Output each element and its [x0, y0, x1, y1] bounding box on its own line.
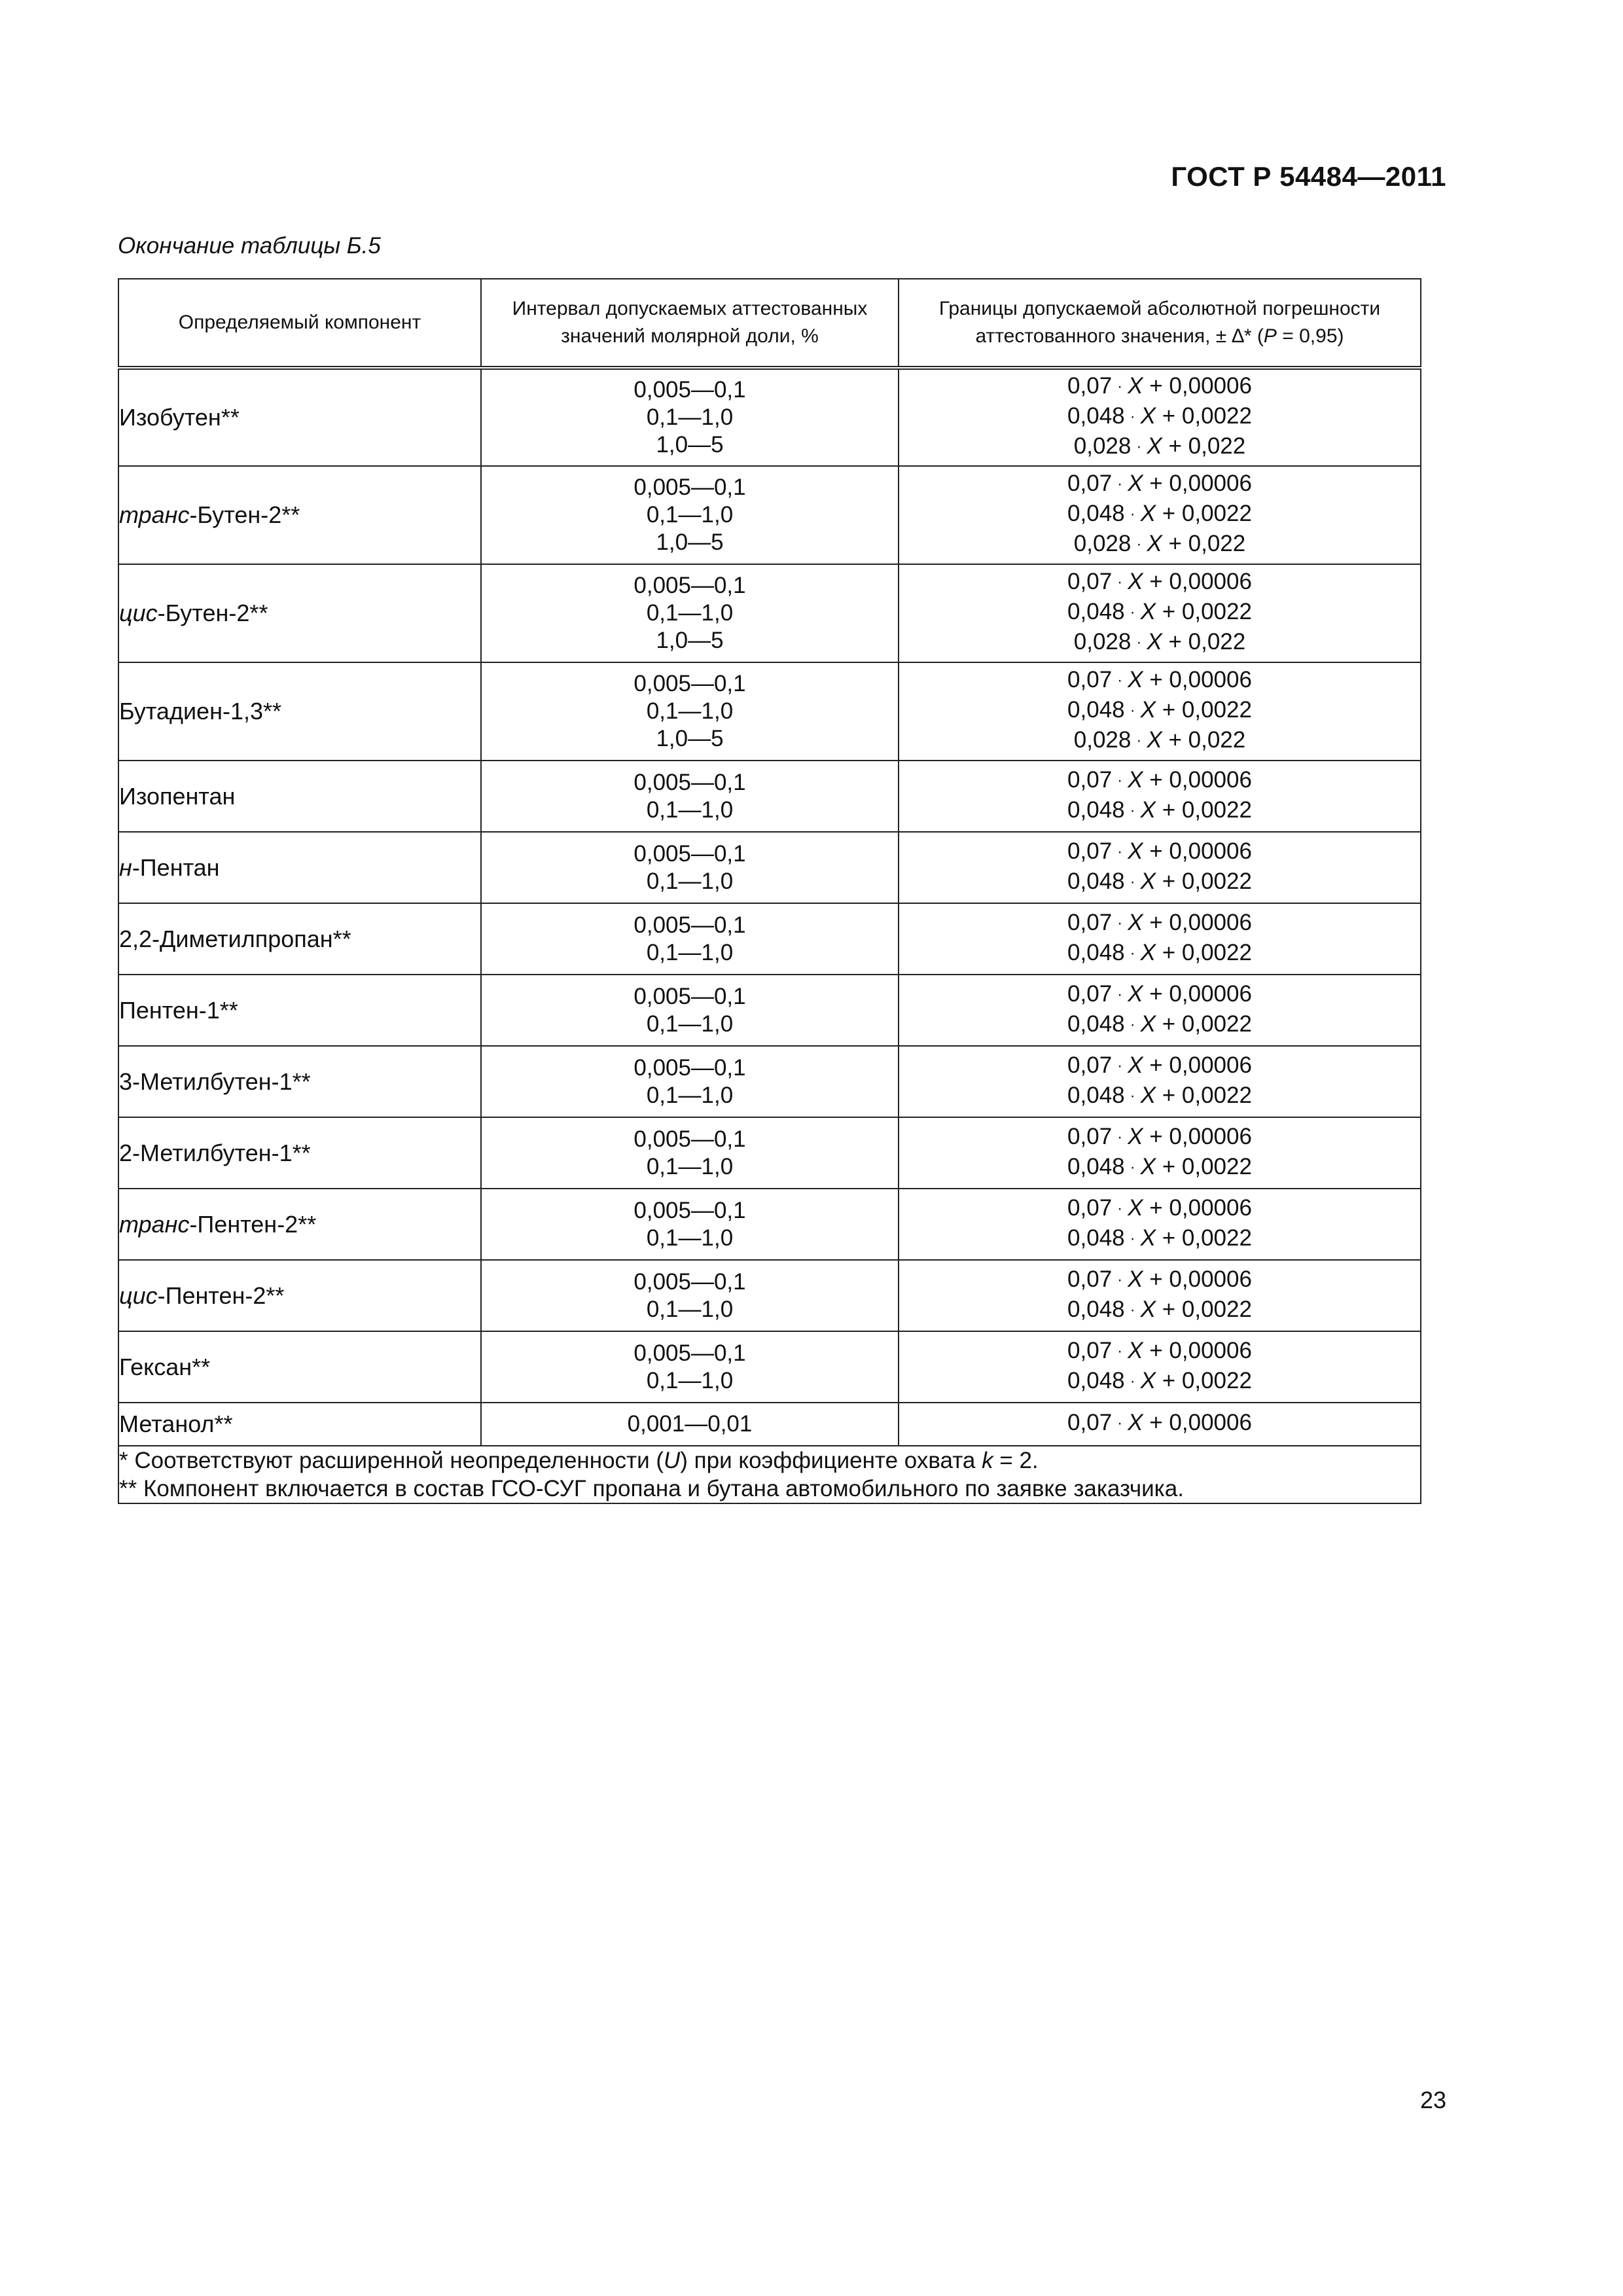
error-formula	[899, 868, 1420, 898]
formula-addend: + 0,00006	[1149, 1123, 1252, 1149]
error-cell	[899, 368, 1421, 466]
formula-variable: X	[1140, 697, 1156, 723]
component-prefix: транс	[119, 501, 190, 528]
table-row	[118, 1331, 1421, 1403]
range-cell	[481, 1189, 899, 1260]
table-row	[118, 1260, 1421, 1331]
error-formula	[899, 1153, 1420, 1183]
formula-addend: + 0,0022	[1162, 1296, 1252, 1322]
error-cell	[899, 1403, 1421, 1446]
component-prefix: цис	[119, 1282, 158, 1309]
formula-variable: X	[1128, 1123, 1143, 1149]
formula-addend: + 0,00006	[1149, 667, 1252, 692]
formula-variable: X	[1140, 403, 1156, 429]
formula-coefficient: 0,07	[1067, 1266, 1113, 1292]
component-name: 2,2-Диметилпропан**	[119, 925, 351, 952]
formula-addend: + 0,00006	[1149, 838, 1252, 864]
error-formula	[899, 980, 1420, 1011]
formula-variable: X	[1147, 433, 1162, 459]
formula-addend: + 0,022	[1168, 433, 1246, 459]
header-error	[899, 279, 1421, 368]
multiply-sign: ·	[1117, 475, 1123, 493]
multiply-sign: ·	[1130, 1086, 1135, 1105]
formula-coefficient: 0,07	[1067, 1052, 1113, 1078]
formula-coefficient: 0,048	[1067, 1011, 1125, 1037]
component-prefix: н	[119, 853, 132, 881]
formula-coefficient: 0,048	[1067, 403, 1125, 429]
formula-addend: + 0,00006	[1149, 569, 1252, 594]
error-formula	[899, 939, 1420, 969]
formula-coefficient: 0,07	[1067, 1194, 1113, 1221]
standard-number: ГОСТ Р 54484—2011	[1171, 161, 1446, 192]
formula-variable: X	[1140, 1225, 1156, 1251]
formula-variable: X	[1140, 1367, 1156, 1393]
formula-variable: X	[1140, 501, 1156, 526]
table-header-row	[118, 279, 1421, 368]
range-cell	[481, 564, 899, 662]
formula-addend: + 0,00006	[1149, 980, 1252, 1007]
range-value: 0,1—1,0	[646, 939, 734, 965]
formula-coefficient: 0,07	[1067, 569, 1113, 594]
formula-variable: X	[1128, 1337, 1143, 1363]
formula-coefficient: 0,048	[1067, 1367, 1125, 1393]
table-row	[118, 368, 1421, 466]
range-cell	[481, 1331, 899, 1403]
formula-addend: + 0,0022	[1162, 1082, 1252, 1108]
range-value: 0,005—0,1	[633, 573, 746, 598]
formula-variable: X	[1128, 569, 1143, 594]
formula-addend: + 0,0022	[1162, 797, 1252, 823]
multiply-sign: ·	[1117, 1128, 1123, 1146]
component-name-cell	[118, 1260, 481, 1331]
formula-addend: + 0,00006	[1149, 1266, 1252, 1292]
header-range	[481, 279, 899, 368]
multiply-sign: ·	[1130, 408, 1135, 425]
formula-variable: X	[1128, 373, 1143, 399]
error-cell	[899, 1331, 1421, 1403]
range-cell	[481, 761, 899, 832]
component-name: 3-Метилбутен-1**	[119, 1067, 311, 1095]
component-name: Бутадиен-1,3**	[119, 698, 282, 725]
formula-addend: + 0,0022	[1162, 697, 1252, 723]
error-cell	[899, 761, 1421, 832]
range-value: 0,005—0,1	[633, 377, 746, 403]
formula-coefficient: 0,07	[1067, 1123, 1113, 1149]
formula-addend: + 0,0022	[1162, 403, 1252, 429]
error-formula	[899, 1123, 1420, 1153]
formula-variable: X	[1128, 1410, 1143, 1435]
component-name: Изобутен**	[119, 404, 240, 431]
error-formula	[899, 1266, 1420, 1296]
formula-coefficient: 0,048	[1067, 939, 1125, 965]
error-formula	[899, 666, 1420, 696]
formula-coefficient: 0,07	[1067, 766, 1113, 793]
range-value: 0,005—0,1	[633, 1054, 746, 1081]
formula-coefficient: 0,07	[1067, 909, 1113, 935]
range-value: 0,1—1,0	[646, 1011, 734, 1037]
multiply-sign: ·	[1136, 438, 1142, 456]
error-cell	[899, 832, 1421, 903]
formula-addend: + 0,00006	[1149, 766, 1252, 793]
range-value: 0,005—0,1	[633, 475, 746, 500]
range-value: 0,005—0,1	[633, 671, 746, 696]
range-value: 0,001—0,01	[627, 1411, 753, 1437]
formula-variable: X	[1140, 868, 1156, 894]
formula-variable: X	[1128, 1266, 1143, 1292]
formula-variable: X	[1128, 471, 1143, 496]
footnote-row	[118, 1446, 1421, 1503]
multiply-sign: ·	[1117, 573, 1123, 591]
formula-variable: X	[1147, 531, 1162, 556]
multiply-sign: ·	[1117, 1342, 1123, 1360]
range-cell	[481, 466, 899, 564]
formula-variable: X	[1140, 1082, 1156, 1108]
component-name: 2-Метилбутен-1**	[119, 1139, 311, 1166]
table-row	[118, 832, 1421, 903]
multiply-sign: ·	[1130, 801, 1135, 819]
table-caption: Окончание таблицы Б.5	[118, 233, 381, 259]
component-prefix: транс	[119, 1210, 190, 1238]
error-formula	[899, 628, 1420, 658]
header-range-line2: значений молярной доли, %	[561, 325, 819, 347]
multiply-sign: ·	[1117, 985, 1123, 1003]
range-value: 0,1—1,0	[646, 600, 734, 626]
table-row	[118, 1403, 1421, 1446]
component-name: -Бутен-2**	[157, 600, 268, 626]
header-error-line1: Границы допускаемой абсолютной погрешности	[938, 298, 1381, 319]
error-cell	[899, 1117, 1421, 1189]
range-cell	[481, 1260, 899, 1331]
formula-coefficient: 0,048	[1067, 1082, 1125, 1108]
range-value: 0,005—0,1	[633, 1197, 746, 1223]
formula-coefficient: 0,07	[1067, 1337, 1113, 1363]
error-cell	[899, 975, 1421, 1046]
error-formula	[899, 530, 1420, 560]
range-value: 0,1—1,0	[646, 1153, 734, 1179]
formula-variable: X	[1128, 1052, 1143, 1078]
range-cell	[481, 1403, 899, 1446]
formula-coefficient: 0,07	[1067, 667, 1113, 692]
error-formula	[899, 696, 1420, 726]
range-value: 0,1—1,0	[646, 1296, 734, 1322]
range-value: 0,1—1,0	[646, 404, 734, 430]
range-value: 0,005—0,1	[633, 769, 746, 795]
header-component: Определяемый компонент	[118, 279, 481, 368]
formula-coefficient: 0,07	[1067, 838, 1113, 864]
component-name-cell	[118, 1046, 481, 1117]
formula-coefficient: 0,048	[1067, 1225, 1125, 1251]
multiply-sign: ·	[1117, 1414, 1123, 1432]
formula-coefficient: 0,048	[1067, 1153, 1125, 1179]
formula-coefficient: 0,07	[1067, 1410, 1113, 1435]
formula-addend: + 0,022	[1168, 727, 1246, 753]
error-cell	[899, 1046, 1421, 1117]
formula-variable: X	[1147, 727, 1162, 753]
error-formula	[899, 726, 1420, 757]
range-value: 0,005—0,1	[633, 1126, 746, 1152]
component-name-cell	[118, 368, 481, 466]
formula-coefficient: 0,07	[1067, 373, 1113, 399]
footnote-2: ** Компонент включается в состав ГСО-СУГ пропана и бутана автомобильного по заявке заказчика.	[119, 1476, 1184, 1501]
formula-coefficient: 0,07	[1067, 980, 1113, 1007]
range-cell	[481, 832, 899, 903]
footnote-1: * Соответствуют расширенной неопределенности (U) при коэффициенте охвата k = 2.	[119, 1448, 1039, 1473]
range-value: 1,0—5	[656, 726, 724, 751]
multiply-sign: ·	[1130, 944, 1135, 962]
range-value: 0,1—1,0	[646, 797, 734, 823]
error-cell	[899, 564, 1421, 662]
page-number: 23	[1419, 2087, 1446, 2113]
table-row	[118, 1189, 1421, 1260]
range-value: 0,1—1,0	[646, 698, 734, 724]
component-name-cell	[118, 1117, 481, 1189]
formula-addend: + 0,00006	[1149, 1410, 1252, 1435]
range-cell	[481, 368, 899, 466]
error-formula	[899, 1337, 1420, 1367]
multiply-sign: ·	[1117, 1056, 1123, 1075]
error-formula	[899, 797, 1420, 827]
range-value: 1,0—5	[656, 432, 724, 457]
range-cell	[481, 662, 899, 761]
formula-variable: X	[1128, 1194, 1143, 1221]
error-formula	[899, 1194, 1420, 1225]
range-value: 0,005—0,1	[633, 840, 746, 867]
error-formula	[899, 470, 1420, 500]
range-value: 0,1—1,0	[646, 502, 734, 528]
table-row	[118, 564, 1421, 662]
table-row	[118, 761, 1421, 832]
formula-addend: + 0,0022	[1162, 939, 1252, 965]
multiply-sign: ·	[1130, 872, 1135, 891]
formula-variable: X	[1128, 980, 1143, 1007]
range-cell	[481, 975, 899, 1046]
formula-coefficient: 0,07	[1067, 471, 1113, 496]
component-name: -Пентен-2**	[189, 1210, 317, 1238]
error-formula	[899, 500, 1420, 530]
formula-addend: + 0,00006	[1149, 1052, 1252, 1078]
multiply-sign: ·	[1130, 702, 1135, 719]
multiply-sign: ·	[1117, 1270, 1123, 1289]
error-cell	[899, 1260, 1421, 1331]
component-name-cell	[118, 466, 481, 564]
formula-coefficient: 0,048	[1067, 868, 1125, 894]
error-cell	[899, 662, 1421, 761]
formula-coefficient: 0,048	[1067, 599, 1125, 624]
multiply-sign: ·	[1117, 1199, 1123, 1217]
formula-variable: X	[1140, 1011, 1156, 1037]
formula-variable: X	[1140, 797, 1156, 823]
error-formula	[899, 1296, 1420, 1326]
formula-coefficient: 0,048	[1067, 1296, 1125, 1322]
range-cell	[481, 903, 899, 975]
multiply-sign: ·	[1130, 1015, 1135, 1033]
multiply-sign: ·	[1130, 1158, 1135, 1176]
multiply-sign: ·	[1130, 1300, 1135, 1319]
error-cell	[899, 903, 1421, 975]
multiply-sign: ·	[1136, 634, 1142, 651]
multiply-sign: ·	[1130, 1229, 1135, 1247]
formula-variable: X	[1128, 838, 1143, 864]
table-row	[118, 1046, 1421, 1117]
component-name-cell	[118, 1189, 481, 1260]
formula-addend: + 0,0022	[1162, 1011, 1252, 1037]
formula-addend: + 0,0022	[1162, 1153, 1252, 1179]
attested-values-table	[118, 278, 1421, 1504]
formula-variable: X	[1140, 939, 1156, 965]
range-value: 0,1—1,0	[646, 868, 734, 894]
formula-addend: + 0,00006	[1149, 909, 1252, 935]
error-formula	[899, 909, 1420, 939]
error-formula	[899, 372, 1420, 403]
range-value: 0,005—0,1	[633, 983, 746, 1009]
multiply-sign: ·	[1130, 1372, 1135, 1390]
formula-addend: + 0,00006	[1149, 373, 1252, 399]
error-formula	[899, 1011, 1420, 1041]
error-formula	[899, 433, 1420, 463]
range-value: 1,0—5	[656, 628, 724, 653]
formula-addend: + 0,00006	[1149, 471, 1252, 496]
component-name-cell	[118, 975, 481, 1046]
error-formula	[899, 598, 1420, 628]
component-name: Пентен-1**	[119, 996, 238, 1024]
multiply-sign: ·	[1130, 603, 1135, 621]
range-value: 0,005—0,1	[633, 912, 746, 938]
error-cell	[899, 1189, 1421, 1260]
component-name-cell	[118, 761, 481, 832]
multiply-sign: ·	[1136, 732, 1142, 749]
formula-coefficient: 0,028	[1073, 531, 1132, 556]
formula-addend: + 0,0022	[1162, 501, 1252, 526]
error-formula	[899, 1367, 1420, 1397]
component-name-cell	[118, 1331, 481, 1403]
component-name-cell	[118, 832, 481, 903]
component-name-cell	[118, 903, 481, 975]
multiply-sign: ·	[1130, 505, 1135, 523]
formula-addend: + 0,0022	[1162, 1367, 1252, 1393]
error-formula	[899, 568, 1420, 598]
multiply-sign: ·	[1117, 672, 1123, 689]
range-cell	[481, 1117, 899, 1189]
table-row	[118, 662, 1421, 761]
formula-coefficient: 0,028	[1073, 433, 1132, 459]
multiply-sign: ·	[1117, 842, 1123, 861]
multiply-sign: ·	[1136, 535, 1142, 553]
footnotes	[118, 1446, 1421, 1503]
formula-addend: + 0,022	[1168, 531, 1246, 556]
formula-addend: + 0,00006	[1149, 1194, 1252, 1221]
multiply-sign: ·	[1117, 914, 1123, 932]
range-value: 0,1—1,0	[646, 1082, 734, 1108]
table-row	[118, 466, 1421, 564]
component-name-cell	[118, 662, 481, 761]
formula-addend: + 0,0022	[1162, 1225, 1252, 1251]
component-name-cell	[118, 1403, 481, 1446]
table-row	[118, 903, 1421, 975]
component-prefix: цис	[119, 600, 158, 626]
header-error-line2: аттестованного значения, ± ∆* (P = 0,95)	[975, 325, 1344, 347]
multiply-sign: ·	[1117, 771, 1123, 789]
error-formula	[899, 838, 1420, 868]
error-formula	[899, 403, 1420, 433]
range-value: 0,1—1,0	[646, 1225, 734, 1251]
formula-addend: + 0,022	[1168, 629, 1246, 655]
header-range-line1: Интервал допускаемых аттестованных	[512, 298, 868, 319]
multiply-sign: ·	[1117, 378, 1123, 395]
formula-variable: X	[1140, 1296, 1156, 1322]
error-formula	[899, 1082, 1420, 1112]
formula-addend: + 0,0022	[1162, 599, 1252, 624]
component-name: Метанол**	[119, 1410, 233, 1437]
error-formula	[899, 1409, 1420, 1439]
formula-variable: X	[1140, 599, 1156, 624]
formula-variable: X	[1140, 1153, 1156, 1179]
formula-coefficient: 0,048	[1067, 797, 1125, 823]
component-name: Гексан**	[119, 1353, 211, 1380]
range-value: 0,005—0,1	[633, 1268, 746, 1295]
formula-variable: X	[1128, 667, 1143, 692]
formula-addend: + 0,0022	[1162, 868, 1252, 894]
component-name-cell	[118, 564, 481, 662]
range-value: 0,1—1,0	[646, 1367, 734, 1393]
component-name: -Бутен-2**	[189, 501, 300, 528]
formula-variable: X	[1128, 909, 1143, 935]
formula-variable: X	[1128, 766, 1143, 793]
formula-addend: + 0,00006	[1149, 1337, 1252, 1363]
formula-coefficient: 0,028	[1073, 629, 1132, 655]
range-value: 1,0—5	[656, 529, 724, 555]
table-body	[118, 368, 1421, 1446]
table-row	[118, 1117, 1421, 1189]
component-name: -Пентан	[132, 853, 220, 881]
formula-variable: X	[1147, 629, 1162, 655]
error-cell	[899, 466, 1421, 564]
range-value: 0,005—0,1	[633, 1340, 746, 1366]
formula-coefficient: 0,048	[1067, 501, 1125, 526]
error-formula	[899, 766, 1420, 797]
error-formula	[899, 1225, 1420, 1255]
component-name: Изопентан	[119, 782, 236, 810]
table-row	[118, 975, 1421, 1046]
component-name: -Пентен-2**	[157, 1282, 285, 1309]
formula-coefficient: 0,048	[1067, 697, 1125, 723]
formula-coefficient: 0,028	[1073, 727, 1132, 753]
error-formula	[899, 1052, 1420, 1082]
range-cell	[481, 1046, 899, 1117]
